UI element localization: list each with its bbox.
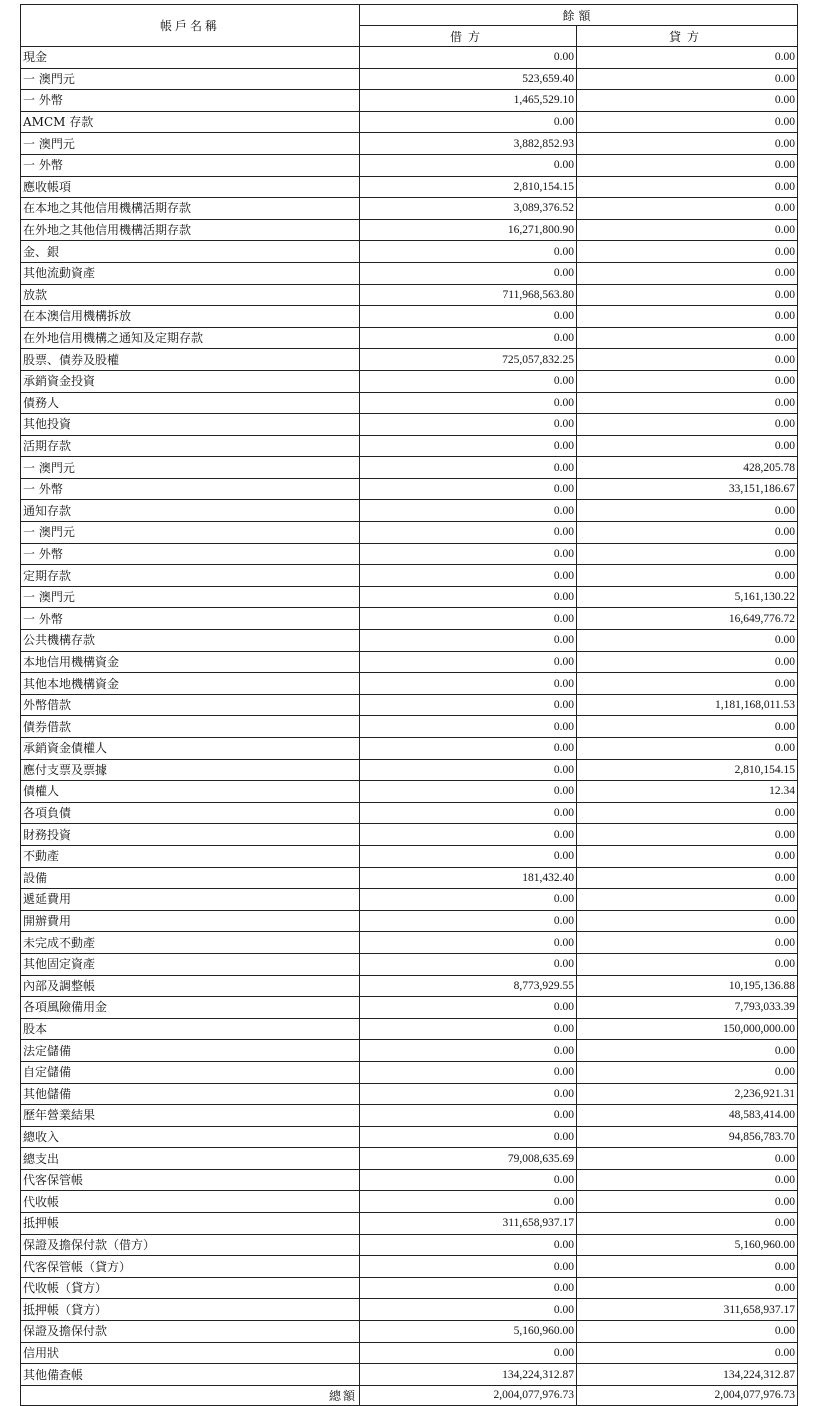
table-row [21, 802, 798, 824]
debit-cell: 3,089,376.52 [360, 198, 577, 220]
table-row [21, 133, 798, 155]
table-row [21, 1234, 798, 1256]
account-name-cell: 其他儲備 [21, 1083, 360, 1105]
account-name-cell: 歷年營業結果 [21, 1105, 360, 1127]
account-name-cell: 一 外幣 [21, 608, 360, 630]
credit-cell: 0.00 [577, 522, 798, 544]
credit-cell: 33,151,186.67 [577, 478, 798, 500]
table-body [21, 47, 798, 1386]
table-row [21, 1061, 798, 1083]
trial-balance-table [20, 4, 798, 1406]
table-row [21, 1364, 798, 1386]
debit-cell: 0.00 [360, 845, 577, 867]
account-name-cell: 通知存款 [21, 500, 360, 522]
table-row [21, 1105, 798, 1127]
debit-header: 借方 [360, 26, 577, 47]
table-row [21, 1083, 798, 1105]
account-name-cell: 公共機構存款 [21, 630, 360, 652]
credit-cell: 0.00 [577, 154, 798, 176]
table-row [21, 997, 798, 1019]
table-row [21, 716, 798, 738]
table-row [21, 219, 798, 241]
account-name-cell: 一 澳門元 [21, 522, 360, 544]
account-name-cell: 各項風險備用金 [21, 997, 360, 1019]
account-name-cell: 總收入 [21, 1126, 360, 1148]
account-name-cell: 一 外幣 [21, 90, 360, 112]
credit-cell: 0.00 [577, 392, 798, 414]
account-name-cell: 其他投資 [21, 414, 360, 436]
table-row [21, 1126, 798, 1148]
account-name-header: 帳戶名稱 [21, 5, 360, 47]
credit-cell: 0.00 [577, 414, 798, 436]
debit-cell: 311,658,937.17 [360, 1213, 577, 1235]
debit-cell: 181,432.40 [360, 867, 577, 889]
table-row [21, 889, 798, 911]
account-name-cell: 保證及擔保付款 [21, 1321, 360, 1343]
credit-cell: 0.00 [577, 198, 798, 220]
table-row [21, 694, 798, 716]
credit-cell: 0.00 [577, 262, 798, 284]
table-row [21, 953, 798, 975]
debit-cell: 0.00 [360, 716, 577, 738]
debit-cell: 0.00 [360, 543, 577, 565]
debit-cell: 5,160,960.00 [360, 1321, 577, 1343]
table-row [21, 1148, 798, 1170]
account-name-cell: 一 澳門元 [21, 586, 360, 608]
account-name-cell: 一 澳門元 [21, 457, 360, 479]
credit-cell: 10,195,136.88 [577, 975, 798, 997]
credit-cell: 0.00 [577, 176, 798, 198]
table-row [21, 845, 798, 867]
table-row [21, 1040, 798, 1062]
table-row [21, 608, 798, 630]
debit-cell: 0.00 [360, 47, 577, 69]
account-name-cell: 一 外幣 [21, 154, 360, 176]
total-row [21, 1385, 798, 1405]
table-row [21, 781, 798, 803]
total-credit: 2,004,077,976.73 [577, 1385, 798, 1405]
debit-cell: 0.00 [360, 478, 577, 500]
total-label: 總額 [21, 1385, 360, 1405]
table-row [21, 1321, 798, 1343]
credit-cell: 0.00 [577, 651, 798, 673]
table-row [21, 154, 798, 176]
credit-cell: 94,856,783.70 [577, 1126, 798, 1148]
table-row [21, 932, 798, 954]
account-name-cell: 應收帳項 [21, 176, 360, 198]
credit-cell: 0.00 [577, 543, 798, 565]
account-name-cell: 放款 [21, 284, 360, 306]
debit-cell: 0.00 [360, 370, 577, 392]
credit-cell: 0.00 [577, 802, 798, 824]
table-row [21, 478, 798, 500]
debit-cell: 0.00 [360, 1234, 577, 1256]
table-row [21, 1169, 798, 1191]
debit-cell: 0.00 [360, 694, 577, 716]
credit-cell: 150,000,000.00 [577, 1018, 798, 1040]
account-name-cell: 本地信用機構資金 [21, 651, 360, 673]
credit-cell: 0.00 [577, 1061, 798, 1083]
table-header [21, 5, 798, 47]
table-row [21, 457, 798, 479]
credit-cell: 5,160,960.00 [577, 1234, 798, 1256]
credit-cell: 0.00 [577, 219, 798, 241]
credit-cell: 48,583,414.00 [577, 1105, 798, 1127]
table-row [21, 327, 798, 349]
debit-cell: 0.00 [360, 1169, 577, 1191]
table-row [21, 68, 798, 90]
credit-cell: 0.00 [577, 1213, 798, 1235]
account-name-cell: 代客保管帳 [21, 1169, 360, 1191]
credit-cell: 0.00 [577, 824, 798, 846]
credit-cell: 0.00 [577, 133, 798, 155]
debit-cell: 0.00 [360, 1277, 577, 1299]
account-name-cell: 總支出 [21, 1148, 360, 1170]
debit-cell: 0.00 [360, 1105, 577, 1127]
account-name-cell: 一 澳門元 [21, 133, 360, 155]
credit-cell: 0.00 [577, 435, 798, 457]
credit-cell: 0.00 [577, 90, 798, 112]
debit-cell: 0.00 [360, 759, 577, 781]
table-row [21, 349, 798, 371]
table-row [21, 1299, 798, 1321]
account-name-cell: 活期存款 [21, 435, 360, 457]
credit-cell: 0.00 [577, 500, 798, 522]
debit-cell: 725,057,832.25 [360, 349, 577, 371]
account-name-cell: 設備 [21, 867, 360, 889]
account-name-cell: 自定儲備 [21, 1061, 360, 1083]
credit-cell: 0.00 [577, 932, 798, 954]
debit-cell: 0.00 [360, 306, 577, 328]
account-name-cell: 債券借款 [21, 716, 360, 738]
credit-cell: 0.00 [577, 111, 798, 133]
account-name-cell: 股本 [21, 1018, 360, 1040]
table-row [21, 543, 798, 565]
account-name-cell: 其他固定資產 [21, 953, 360, 975]
debit-cell: 0.00 [360, 1342, 577, 1364]
account-name-cell: 不動產 [21, 845, 360, 867]
debit-cell: 711,968,563.80 [360, 284, 577, 306]
debit-cell: 0.00 [360, 1018, 577, 1040]
debit-cell: 0.00 [360, 241, 577, 263]
debit-cell: 16,271,800.90 [360, 219, 577, 241]
credit-cell: 1,181,168,011.53 [577, 694, 798, 716]
credit-cell: 134,224,312.87 [577, 1364, 798, 1386]
table-row [21, 630, 798, 652]
table-row [21, 176, 798, 198]
table-row [21, 392, 798, 414]
account-name-cell: 代收帳（貸方） [21, 1277, 360, 1299]
credit-cell: 0.00 [577, 1342, 798, 1364]
debit-cell: 0.00 [360, 630, 577, 652]
credit-cell: 0.00 [577, 673, 798, 695]
account-name-cell: 未完成不動產 [21, 932, 360, 954]
debit-cell: 0.00 [360, 1040, 577, 1062]
account-name-cell: 金、銀 [21, 241, 360, 263]
account-name-cell: 其他本地機構資金 [21, 673, 360, 695]
balance-header: 餘額 [360, 5, 798, 26]
table-row [21, 500, 798, 522]
debit-cell: 0.00 [360, 457, 577, 479]
table-footer [21, 1385, 798, 1405]
debit-cell: 0.00 [360, 327, 577, 349]
credit-cell: 0.00 [577, 889, 798, 911]
credit-cell: 0.00 [577, 565, 798, 587]
credit-cell: 2,810,154.15 [577, 759, 798, 781]
debit-cell: 8,773,929.55 [360, 975, 577, 997]
credit-cell: 0.00 [577, 845, 798, 867]
credit-cell: 311,658,937.17 [577, 1299, 798, 1321]
account-name-cell: 債務人 [21, 392, 360, 414]
account-name-cell: 保證及擔保付款（借方） [21, 1234, 360, 1256]
table-row [21, 1342, 798, 1364]
account-name-cell: 抵押帳（貸方） [21, 1299, 360, 1321]
account-name-cell: 現金 [21, 47, 360, 69]
credit-cell: 12.34 [577, 781, 798, 803]
table-row [21, 111, 798, 133]
table-row [21, 1018, 798, 1040]
table-row [21, 522, 798, 544]
debit-cell: 0.00 [360, 500, 577, 522]
table-row [21, 198, 798, 220]
debit-cell: 0.00 [360, 1256, 577, 1278]
credit-cell: 5,161,130.22 [577, 586, 798, 608]
table-row [21, 586, 798, 608]
debit-cell: 0.00 [360, 1126, 577, 1148]
credit-cell: 16,649,776.72 [577, 608, 798, 630]
account-name-cell: 一 澳門元 [21, 68, 360, 90]
credit-cell: 0.00 [577, 1321, 798, 1343]
debit-cell: 0.00 [360, 565, 577, 587]
debit-cell: 79,008,635.69 [360, 1148, 577, 1170]
debit-cell: 3,882,852.93 [360, 133, 577, 155]
table-row [21, 90, 798, 112]
credit-cell: 0.00 [577, 327, 798, 349]
credit-cell: 0.00 [577, 1169, 798, 1191]
total-debit: 2,004,077,976.73 [360, 1385, 577, 1405]
table-row [21, 565, 798, 587]
debit-cell: 0.00 [360, 651, 577, 673]
debit-cell: 134,224,312.87 [360, 1364, 577, 1386]
credit-cell: 0.00 [577, 1191, 798, 1213]
account-name-cell: 財務投資 [21, 824, 360, 846]
debit-cell: 0.00 [360, 435, 577, 457]
credit-cell: 0.00 [577, 241, 798, 263]
table-row [21, 759, 798, 781]
table-row [21, 262, 798, 284]
debit-cell: 0.00 [360, 953, 577, 975]
credit-cell: 0.00 [577, 370, 798, 392]
account-name-cell: 承銷資金債權人 [21, 738, 360, 760]
table-row [21, 1277, 798, 1299]
account-name-cell: 在本澳信用機構拆放 [21, 306, 360, 328]
account-name-cell: 遞延費用 [21, 889, 360, 911]
debit-cell: 0.00 [360, 1083, 577, 1105]
debit-cell: 0.00 [360, 738, 577, 760]
table-row [21, 867, 798, 889]
account-name-cell: 外幣借款 [21, 694, 360, 716]
debit-cell: 523,659.40 [360, 68, 577, 90]
debit-cell: 0.00 [360, 673, 577, 695]
table-row [21, 241, 798, 263]
credit-cell: 0.00 [577, 47, 798, 69]
debit-cell: 0.00 [360, 154, 577, 176]
debit-cell: 0.00 [360, 802, 577, 824]
debit-cell: 0.00 [360, 1299, 577, 1321]
credit-cell: 0.00 [577, 306, 798, 328]
credit-cell: 0.00 [577, 738, 798, 760]
debit-cell: 0.00 [360, 392, 577, 414]
account-name-cell: 其他流動資產 [21, 262, 360, 284]
account-name-cell: 其他備查帳 [21, 1364, 360, 1386]
account-name-cell: 應付支票及票據 [21, 759, 360, 781]
account-name-cell: 法定儲備 [21, 1040, 360, 1062]
table-row [21, 975, 798, 997]
table-row [21, 414, 798, 436]
debit-cell: 0.00 [360, 414, 577, 436]
table-row [21, 306, 798, 328]
credit-cell: 0.00 [577, 630, 798, 652]
debit-cell: 0.00 [360, 586, 577, 608]
account-name-cell: 一 外幣 [21, 478, 360, 500]
debit-cell: 0.00 [360, 932, 577, 954]
account-name-cell: 在外地信用機構之通知及定期存款 [21, 327, 360, 349]
table-row [21, 824, 798, 846]
credit-cell: 0.00 [577, 1256, 798, 1278]
debit-cell: 2,810,154.15 [360, 176, 577, 198]
account-name-cell: 一 外幣 [21, 543, 360, 565]
account-name-cell: 股票、債券及股權 [21, 349, 360, 371]
account-name-cell: 承銷資金投資 [21, 370, 360, 392]
debit-cell: 0.00 [360, 997, 577, 1019]
debit-cell: 0.00 [360, 824, 577, 846]
credit-cell: 0.00 [577, 867, 798, 889]
table-row [21, 47, 798, 69]
credit-cell: 0.00 [577, 1277, 798, 1299]
account-name-cell: 各項負債 [21, 802, 360, 824]
table-row [21, 673, 798, 695]
credit-cell: 0.00 [577, 68, 798, 90]
account-name-cell: AMCM 存款 [21, 111, 360, 133]
credit-cell: 428,205.78 [577, 457, 798, 479]
credit-cell: 0.00 [577, 1148, 798, 1170]
credit-cell: 0.00 [577, 910, 798, 932]
table-row [21, 651, 798, 673]
debit-cell: 0.00 [360, 1191, 577, 1213]
account-name-cell: 開辦費用 [21, 910, 360, 932]
debit-cell: 0.00 [360, 522, 577, 544]
table-row [21, 1191, 798, 1213]
debit-cell: 0.00 [360, 781, 577, 803]
debit-cell: 0.00 [360, 910, 577, 932]
table-row [21, 738, 798, 760]
debit-cell: 0.00 [360, 1061, 577, 1083]
credit-cell: 0.00 [577, 1040, 798, 1062]
account-name-cell: 內部及調整帳 [21, 975, 360, 997]
table-row [21, 1256, 798, 1278]
table-row [21, 284, 798, 306]
credit-cell: 0.00 [577, 716, 798, 738]
account-name-cell: 代收帳 [21, 1191, 360, 1213]
credit-cell: 0.00 [577, 953, 798, 975]
account-name-cell: 在外地之其他信用機構活期存款 [21, 219, 360, 241]
account-name-cell: 債權人 [21, 781, 360, 803]
credit-cell: 2,236,921.31 [577, 1083, 798, 1105]
account-name-cell: 信用狀 [21, 1342, 360, 1364]
credit-header: 貸方 [577, 26, 798, 47]
account-name-cell: 定期存款 [21, 565, 360, 587]
debit-cell: 0.00 [360, 889, 577, 911]
credit-cell: 0.00 [577, 284, 798, 306]
credit-cell: 0.00 [577, 349, 798, 371]
debit-cell: 0.00 [360, 262, 577, 284]
credit-cell: 7,793,033.39 [577, 997, 798, 1019]
debit-cell: 0.00 [360, 608, 577, 630]
account-name-cell: 代客保管帳（貸方） [21, 1256, 360, 1278]
table-row [21, 370, 798, 392]
debit-cell: 1,465,529.10 [360, 90, 577, 112]
table-row [21, 435, 798, 457]
account-name-cell: 抵押帳 [21, 1213, 360, 1235]
table-row [21, 910, 798, 932]
account-name-cell: 在本地之其他信用機構活期存款 [21, 198, 360, 220]
debit-cell: 0.00 [360, 111, 577, 133]
table-row [21, 1213, 798, 1235]
